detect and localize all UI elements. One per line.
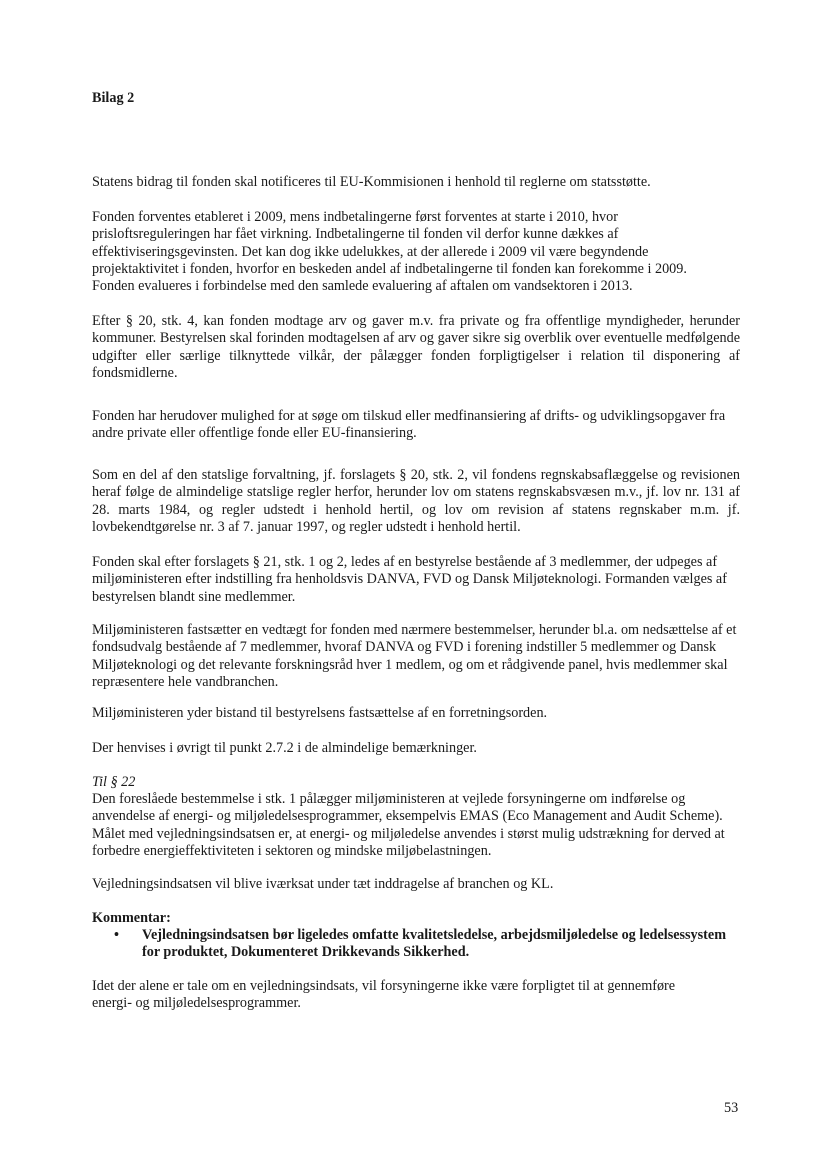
bullet-icon: • bbox=[114, 927, 119, 943]
paragraph-guidance-involvement: Vejledningsindsatsen vil blive iværksat under tæt inddragelse af branchen og KL. bbox=[92, 876, 554, 892]
paragraph-inheritance-gifts: Efter § 20, stk. 4, kan fonden modtage arv og gaver m.v. fra private og fra offentlige myndigheder, herunder kommuner. Bestyrelsen skal forinden modtagelsen af arv og gaver sikre sig overblik over eventuelle medfølgende udgifter eller særlige tilknyttede vilkår, der pålægger fonden forpligtigelser i relation til disponering af fondsmidlerne. bbox=[92, 313, 740, 381]
paragraph-rules-of-procedure: Miljøministeren yder bistand til bestyrelsens fastsættelse af en forretningsorden. bbox=[92, 705, 548, 721]
page-number: 53 bbox=[724, 1100, 739, 1116]
comment-heading: Kommentar: bbox=[92, 910, 171, 926]
paragraph-reference: Der henvises i øvrigt til punkt 2.7.2 i de almindelige bemærkninger. bbox=[92, 740, 477, 756]
paragraph-statutes: Miljøministeren fastsætter en vedtægt for fonden med nærmere bestemmelser, herunder bl.a. om nedsættelse af et fondsudvalg bestående af 7 medlemmer, hvoraf DANVA og FVD i forening indstiller 5 medlemmer og Dansk Miljøteknologi og det relevante forskningsråd hver 1 medlem, og om et rådgivende panel, hvis medlemmer skal repræsentere hele vandbranchen. bbox=[92, 622, 737, 690]
comment-bullet-text: Vejledningsindsatsen bør ligeledes omfatte kvalitetsledelse, arbejdsmiljøledelse og ledelsessystem for produktet, Dokumenteret Drikkevands Sikkerhed. bbox=[142, 927, 727, 961]
section-heading-til-22: Til § 22 bbox=[92, 774, 136, 790]
paragraph-board: Fonden skal efter forslagets § 21, stk. 1 og 2, ledes af en bestyrelse bestående af 3 medlemmer, der udpeges af miljøministeren efter indstilling fra henholdsvis DANVA, FVD og Dansk Miljøteknologi. Formanden vælges af bestyrelsen blandt sine medlemmer. bbox=[92, 554, 727, 605]
paragraph-guidance: Den foreslåede bestemmelse i stk. 1 pålægger miljøministeren at vejlede forsyningerne om indførelse og anvendelse af energi- og miljøledelsesprogrammer, eksempelvis EMAS (Eco Management and Audit Scheme). Målet med vejledningsindsatsen er, at energi- og miljøledelse anvendes i størst mulig udstrækning for derved at forbedre energieffektiviteten i sektoren og mindske miljøbelastningen. bbox=[92, 791, 725, 859]
paragraph-notification: Statens bidrag til fonden skal notificeres til EU-Kommisionen i henhold til reglerne om statsstøtte. bbox=[92, 174, 651, 190]
paragraph-cofinancing: Fonden har herudover mulighed for at søge om tilskud eller medfinansiering af drifts- og udviklingsopgaver fra andre private eller offentlige fonde eller EU-finansiering. bbox=[92, 408, 726, 442]
paragraph-fund-establishment: Fonden forventes etableret i 2009, mens indbetalingerne først forventes at starte i 2010, hvor prisloftsreguleringen har fået virkning. Indbetalingerne til fonden vil derfor kunne dækkes af effektiviseringsgevinsten. Det kan dog ikke udelukkes, at der allerede i 2009 vil være begyndende projektaktivitet i fonden, hvorfor en beskeden andel af indbetalingerne til fonden kan forekomme i 2009. Fonden evalueres i forbindelse med den samlede evaluering af aftalen om vandsektoren i 2013. bbox=[92, 209, 687, 295]
paragraph-no-obligation: Idet der alene er tale om en vejledningsindsats, vil forsyningerne ikke være forpligtet til at gennemføre energi- og miljøledelsesprogrammer. bbox=[92, 978, 676, 1012]
paragraph-accounting-audit: Som en del af den statslige forvaltning, jf. forslagets § 20, stk. 2, vil fondens regnskabsaflæggelse og revisionen heraf følge de almindelige statslige regler herfor, herunder lov om statens regnskabsvæsen m.v., jf. lov nr. 131 af 28. marts 1984, og regler udstedt i henhold hertil, og lov om revision af statens regnskaber m.m. jf. lovbekendtgørelse nr. 3 af 7. januar 1997, og regler udstedt i henhold hertil. bbox=[92, 467, 740, 535]
appendix-heading: Bilag 2 bbox=[92, 90, 135, 106]
